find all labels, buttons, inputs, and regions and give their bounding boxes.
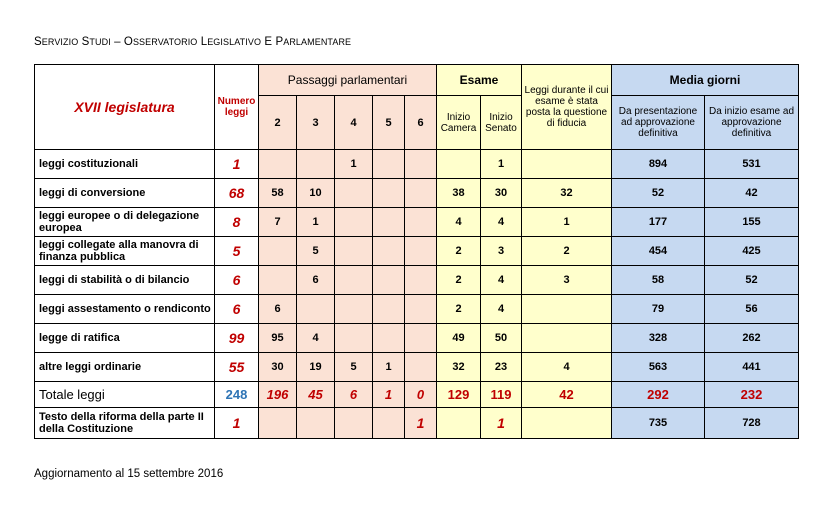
- numero-leggi-header: Numero leggi: [215, 65, 259, 150]
- total-row: Totale leggi 248 196 45 6 1 0 129 119 42 292 232: [35, 382, 799, 408]
- table-row: leggi europee o di delegazione europea 8 7 1 4 4 1 177 155: [35, 208, 799, 237]
- passaggi-col-2: 2: [259, 96, 297, 150]
- passaggi-col-4: 4: [335, 96, 373, 150]
- fiducia-header: Leggi durante il cui esame è stata posta la questione di fiducia: [522, 65, 612, 150]
- table-row: leggi assestamento o rendiconto 6 6 2 4 79 56: [35, 295, 799, 324]
- media-presentazione-header: Da presentazione ad approvazione definitiva: [612, 96, 705, 150]
- passaggi-col-3: 3: [297, 96, 335, 150]
- table-row: leggi di stabilità o di bilancio 6 6 2 4 3 58 52: [35, 266, 799, 295]
- inizio-senato-header: Inizio Senato: [481, 96, 522, 150]
- table-row: altre leggi ordinarie 55 30 19 5 1 32 23 4 563 441: [35, 353, 799, 382]
- passaggi-col-6: 6: [405, 96, 437, 150]
- passaggi-col-5: 5: [373, 96, 405, 150]
- media-esame-header: Da inizio esame ad approvazione definitiva: [705, 96, 799, 150]
- media-header: Media giorni: [612, 65, 799, 96]
- laws-table: [34, 64, 799, 439]
- esame-header: Esame: [437, 65, 522, 96]
- legislature-title: XVII legislatura: [35, 65, 215, 150]
- passaggi-header: Passaggi parlamentari: [259, 65, 437, 96]
- table-row: leggi di conversione 68 58 10 38 30 32 52 42: [35, 179, 799, 208]
- table-row: legge di ratifica 99 95 4 49 50 328 262: [35, 324, 799, 353]
- riforma-row: Testo della riforma della parte II della Costituzione 1 1 1 735 728: [35, 408, 799, 439]
- inizio-camera-header: Inizio Camera: [437, 96, 481, 150]
- update-note: Aggiornamento al 15 settembre 2016: [34, 468, 224, 480]
- table-row: leggi collegate alla manovra di finanza pubblica 5 5 2 3 2 454 425: [35, 237, 799, 266]
- page-header: SERVIZIO STUDI – OSSERVATORIO LEGISLATIVO E PARLAMENTARE: [34, 36, 352, 48]
- table-row: leggi costituzionali 1 1 1 894 531: [35, 150, 799, 179]
